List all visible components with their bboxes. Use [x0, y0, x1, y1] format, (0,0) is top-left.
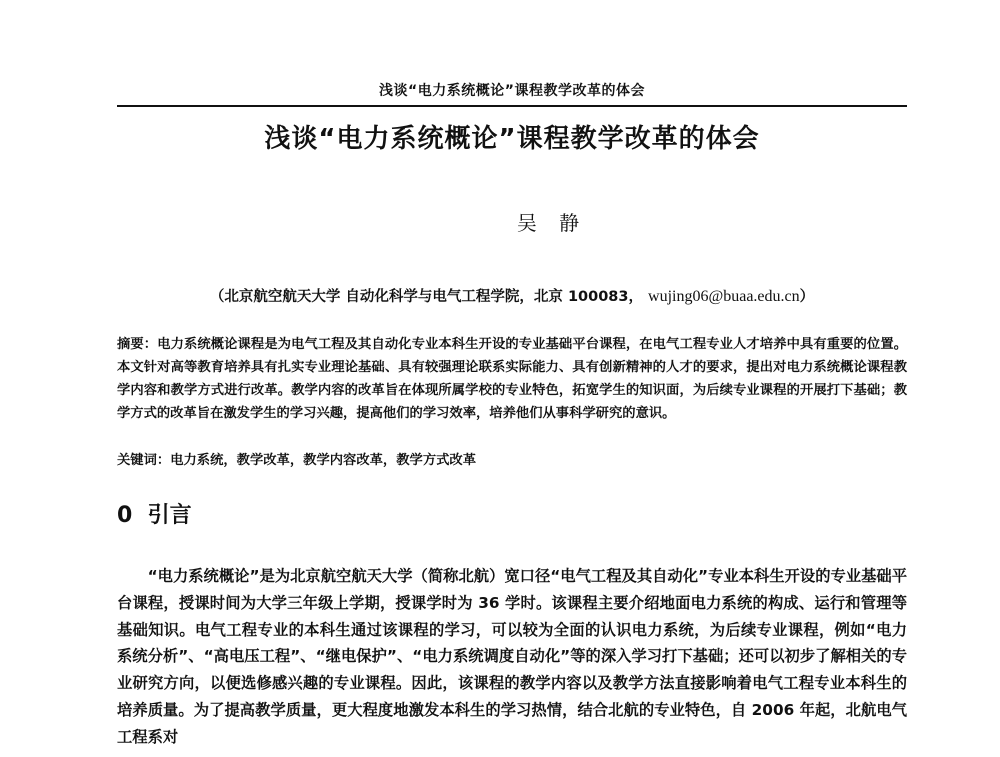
section-heading: [117, 498, 192, 529]
section-number: 0: [117, 503, 133, 528]
paper-title: 浅谈“电力系统概论”课程教学改革的体会: [264, 124, 760, 154]
abstract-label: 摘要：: [117, 337, 158, 352]
affiliation-close: ）: [799, 289, 815, 305]
author-email: wujing06@buaa.edu.cn: [648, 288, 800, 305]
keywords-text: 电力系统，教学改革，教学内容改革，教学方式改革: [170, 453, 477, 468]
abstract: [117, 333, 907, 425]
section-title: 引言: [147, 503, 192, 528]
author-name: 吴 静: [516, 211, 588, 235]
abstract-text: 电力系统概论课程是为电气工程及其自动化专业本科生开设的专业基础平台课程，在电气工程专业人才培养中具有重要的位置。本文针对高等教育培养具有扎实专业理论基础、具有较强理论联系实际能力、具有创新精神的人才的要求，提出对电力系统概论课程教学内容和教学方式进行改革。教学内容的改革旨在体现所属学校的专业特色，拓宽学生的知识面，为后续专业课程的开展打下基础；教学方式的改革旨在激发学生的学习兴趣，提高他们的学习效率，培养他们从事科学研究的意识。: [117, 337, 908, 421]
running-header: 浅谈“电力系统概论”课程教学改革的体会: [379, 83, 645, 99]
affiliation-text: （北京航空航天大学 自动化科学与电气工程学院，北京 100083，: [209, 289, 643, 305]
affiliation: [117, 285, 907, 306]
body-paragraph: “电力系统概论”是为北京航空航天大学（简称北航）宽口径“电气工程及其自动化”专业本科生开设的专业基础平台课程，授课时间为大学三年级上学期，授课学时为 36 学时。该课程主要介绍地面电力系统的构成、运行和管理等基础知识。电气工程专业的本科生通过该课程的学习，可以较为全面的认识电力系统，为后续专业课程，例如“电力系统分析”、“高电压工程”、“继电保护”、“电力系统调度自动化”等的深入学习打下基础；还可以初步了解相关的专业研究方向，以便选修感兴趣的专业课程。因此，该课程的教学内容以及教学方法直接影响着电气工程专业本科生的培养质量。为了提高教学质量，更大程度地激发本科生的学习热情，结合北航的专业特色，自 2006 年起，北航电气工程系对: [117, 567, 907, 746]
keywords: [117, 449, 907, 472]
header-rule: [117, 105, 907, 107]
keywords-label: 关键词：: [117, 453, 171, 468]
